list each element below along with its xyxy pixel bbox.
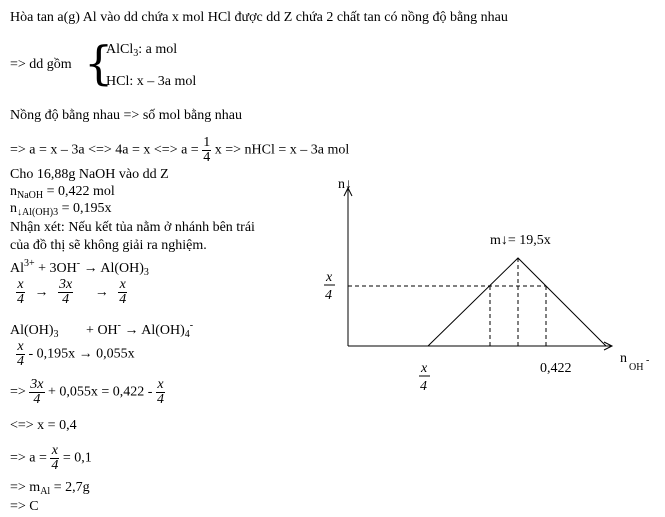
line-dd-gom: => dd gồm [10,57,72,72]
y-axis [344,188,352,346]
line-alcl3: AlCl$_3$: a mol [106,42,178,59]
graph-curve [428,258,606,346]
line-remark-1: Nhận xét: Nếu kết tủa nằm ở nhánh bên trái [10,220,255,235]
line-remark-2: của đồ thị sẽ không giải ra nghiệm. [10,238,207,253]
y-tick-label [324,270,335,303]
reaction-2: $Al(OH)_3 + OH^- \to Al(OH)_4^-$ [10,320,194,340]
line-equal-concentration: Nồng độ bằng nhau => số mol bằng nhau [10,108,242,123]
x-tick-label-1 [419,361,430,394]
svg-text:-: - [646,355,650,366]
line-n-precipitate: $n_{↓Al(OH)3} = 0,195x$ [10,201,112,218]
line-n-naoh: $n_{NaOH} = 0,422$ mol [10,184,115,201]
line-problem-statement: Hòa tan a(g) Al vào dd chứa x mol HCl được dd Z chứa 2 chất tan có nồng độ bằng nhau [10,10,508,25]
reaction-1-moles: $\frac{x}{4}$ → $\frac{3x}{4}$ → $\frac{x}{4}$ [17,277,127,307]
line-a-result: => a = $\frac{x}{4}$ = 0,1 [10,443,92,473]
y-axis-label: n↓ [338,177,352,192]
svg-text:4: 4 [420,379,427,394]
line-naoh-added: Cho 16,88g NaOH vào dd Z [10,167,169,182]
x-axis-label [620,351,649,373]
svg-text:4: 4 [325,288,332,303]
x-tick-label-2: 0,422 [540,361,572,376]
svg-text:n: n [620,351,627,366]
svg-text:OH: OH [629,362,644,373]
svg-text:x: x [326,270,333,285]
peak-label: m↓= 19,5x [490,233,551,248]
reaction-2-moles: $\frac{x}{4}$ - 0,195x → 0,055x [17,339,135,369]
reaction-1: $Al^{3+} + 3OH^- \to Al(OH)_3$ [10,258,149,278]
curly-brace: { [84,36,114,90]
line-a-equation: => a = x – 3a <=> 4a = x <=> a = $\frac{1}{4}$ x => nHCl = x – 3a mol [10,135,350,165]
x-axis [348,342,612,350]
line-hcl: HCl: x – 3a mol [106,74,197,89]
line-mass-al: => $m_{Al} = 2,7g$ [10,480,90,497]
balance-equation: => $\frac{3x}{4}$ + 0,055x = 0,422 - $\frac{x}{4}$ [10,377,164,407]
svg-text:x: x [421,361,428,376]
line-x-result: <=> x = 0,4 [10,418,77,433]
line-answer: => C [10,499,39,514]
